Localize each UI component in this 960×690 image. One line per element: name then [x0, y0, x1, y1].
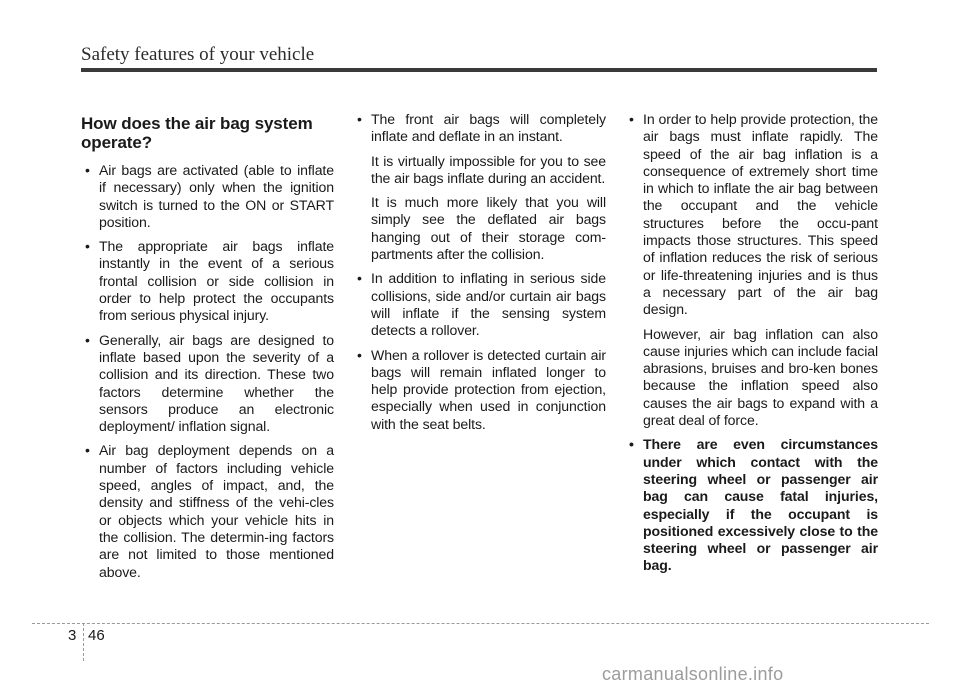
page-number: 46 — [88, 627, 105, 644]
list-item — [81, 162, 334, 231]
section-title: Safety features of your vehicle — [81, 44, 315, 65]
section-heading: How does the air bag system operate? — [81, 114, 313, 152]
column-1 — [81, 114, 334, 588]
list-item-text: In order to help provide protection, the air bags must inflate rapidly. The speed of the air bag inflation is a consequence of extremely short time in which to inflate the air bag between the occupant and the vehicle structures before the occu-pant impacts those structures. This speed of inflation reduces the risk of serious or life-threatening injuries and is thus a necessary part of the air bag design. — [643, 111, 878, 318]
bullet-icon: • — [85, 331, 90, 348]
bullet-icon: • — [85, 162, 90, 178]
sub-paragraph: It is virtually impossible for you to see the air bags inflate during an accident. — [371, 152, 606, 186]
warning-list-item — [625, 436, 878, 574]
list-item-text: In addition to inflating in serious side collisions, side and/or curtain air bags will inflate if the sensing system detects a rollover. — [371, 270, 606, 339]
list-item-text: Generally, air bags are designed to inflate based upon the severity of a collision and its direction. These two factors determine whether the sensors produce an electronic deployment/ inflation signal. — [99, 331, 334, 435]
header-rule — [81, 68, 877, 72]
list-item-text: When a rollover is detected curtain air bags will remain inflated longer to help provide protection from ejection, especially when used in conjunction with the seat belts. — [371, 346, 606, 432]
sub-paragraph: It is much more likely that you will simply see the deflated air bags hanging out of their storage com-partments after the collision. — [371, 194, 606, 263]
list-item — [81, 442, 334, 580]
bullet-icon: • — [357, 346, 362, 363]
bullet-icon: • — [357, 270, 362, 287]
list-item-text: There are even circumstances under which contact with the steering wheel or passenger air bag can cause fatal injuries, especially if the occupant is positioned excessively close to the steering wheel or passenger air bag. — [643, 436, 878, 574]
footer-divider — [83, 623, 84, 661]
list-item — [353, 270, 606, 339]
footer-rule — [32, 623, 929, 624]
list-item-text: The front air bags will completely inflate and deflate in an instant. — [371, 111, 606, 145]
chapter-number: 3 — [68, 627, 77, 644]
list-item-text: The appropriate air bags inflate instantly in the event of a serious frontal collision or side collision in order to help protect the occupants from serious physical injury. — [99, 238, 334, 324]
sub-paragraph: However, air bag inflation can also cause injuries which can include facial abrasions, bruises and bro-ken bones because the inflation speed also causes the air bags to expand with a great deal of force. — [643, 325, 878, 429]
list-item-text: Air bag deployment depends on a number of factors including vehicle speed, angles of impact, and, the density and stiffness of the vehi-cles or objects which your vehicle hits in the collision. The determin-ing factors are not limited to those mentioned above. — [99, 442, 334, 580]
bullet-icon: • — [85, 442, 90, 459]
bullet-icon: • — [357, 111, 362, 127]
bullet-icon: • — [85, 238, 90, 255]
column-3 — [625, 111, 878, 582]
list-item — [353, 347, 606, 433]
bullet-icon: • — [629, 111, 634, 127]
bullet-icon: • — [629, 436, 634, 453]
watermark: carmanualsonline.info — [602, 664, 784, 684]
list-item — [81, 332, 334, 436]
list-item-text: Air bags are activated (able to inflate if necessary) only when the ignition switch is turned to the ON or START position. — [99, 162, 334, 230]
list-item — [625, 111, 878, 319]
column-2 — [353, 111, 606, 440]
list-item — [81, 238, 334, 324]
list-item — [353, 111, 606, 146]
